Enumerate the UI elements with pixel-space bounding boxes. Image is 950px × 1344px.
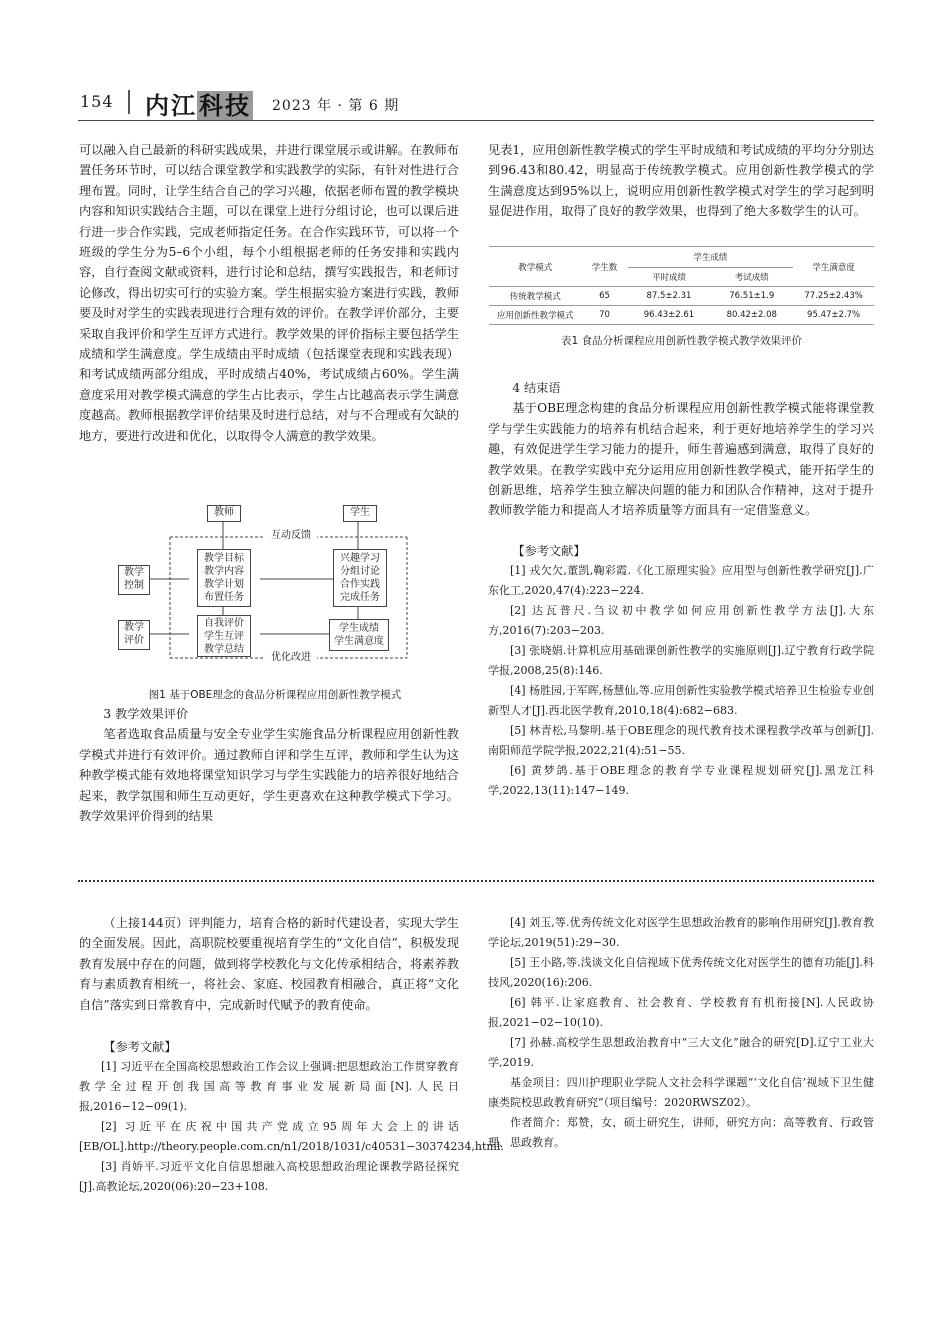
objectives-box: 教学目标 教学内容 教学计划 布置任务 bbox=[197, 549, 251, 607]
left-column-bottom bbox=[79, 913, 504, 1197]
page-number: 154 bbox=[80, 92, 114, 111]
table-caption: 表1 食品分析课程应用创新性教学模式教学效果评价 bbox=[560, 335, 803, 347]
cell-mode: 应用创新性教学模式 bbox=[489, 306, 581, 325]
cell-exam: 80.42±2.08 bbox=[710, 306, 793, 325]
cell-exam: 76.51±1.9 bbox=[710, 287, 793, 306]
th-mode: 教学模式 bbox=[489, 247, 581, 287]
student-box: 学生 bbox=[343, 505, 377, 522]
interest-box: 兴趣学习 分组讨论 合作实践 完成任务 bbox=[333, 549, 387, 607]
reference-item: [3] 肖娇平.习近平文化自信思想融入高校思想政治理论课教学路径探究[J].高教论坛,2020(06):20−23+108. bbox=[79, 1160, 459, 1194]
article-separator bbox=[78, 880, 874, 882]
reference-item: [5] 林青松,马黎明.基于OBE理念的现代教育技术课程教学改革与创新[J].南阳师范学院学报,2022,21(4):51−55. bbox=[488, 724, 874, 758]
reference-item: [4] 刘玉,等.优秀传统文化对医学生思想政治教育的影响作用研究[J].教育教学论坛,2019(51):29−30. bbox=[488, 916, 874, 949]
paragraph: 可以融入自己最新的科研实践成果，并进行课堂展示或讲解。在教师布置任务环节时，可以结合课堂教学和实践教学的实际，有针对性进行合理布置。同时，让学生结合自己的学习兴趣，依据老师布置的教学模块内容和知识实践结合主题，可以在课堂上进行分组讨论，也可以课后进行进一步合作实践，完成老师指定任务。在合作实践环节，可以将一个班级的学生分为5–6个小组，每个小组根据老师的任务安排和实践内容，自行查阅文献或资料，进行讨论和总结，撰写实践报告，和老师讨论修改，得出切实可行的实验方案。学生根据实验方案进行实践，教师要及时对学生的实践表现进行合理有效的评价。在教学评价部分，主要采取自我评价和学生互评方式进行。教学效果的评价指标主要包括学生成绩和学生满意度。学生成绩由平时成绩（包括课堂表现和实践表现）和考试成绩两部分组成，平时成绩占40%，考试成绩占60%。学生满意度采用对教学模式满意的学生占比表示，学生占比越高表示学生满意度越高。教师根据教学评价结果及时进行总结，对与不合理或有欠缺的地方，要进行改进和优化，以取得令人满意的教学效果。 bbox=[79, 143, 459, 443]
references-heading: 【参考文献】 bbox=[512, 543, 586, 558]
grades-box: 学生成绩 学生满意度 bbox=[329, 619, 389, 651]
right-column-body bbox=[488, 378, 874, 801]
table-row bbox=[489, 287, 874, 306]
cell-usual: 87.5±2.31 bbox=[628, 287, 711, 306]
figure-caption: 图1 基于OBE理念的食品分析课程应用创新性教学模式 bbox=[148, 689, 402, 701]
section-3 bbox=[79, 704, 459, 826]
author-note: 作者简介：郑赞，女，硕士研究生，讲师，研究方向：高等教育、行政管理、思政教育。 bbox=[488, 1116, 874, 1149]
reference-item: [2] 习近平在庆祝中国共产党成立95周年大会上的讲话[EB/OL].http://theory.people.com.cn/n1/2018/1031/c40531−30374234,html. bbox=[79, 1120, 504, 1154]
right-column-bottom bbox=[488, 913, 874, 1153]
section-4-title: 4 结束语 bbox=[512, 381, 561, 395]
table-row bbox=[489, 306, 874, 325]
th-usual: 平时成绩 bbox=[628, 268, 711, 287]
optimize-label: 优化改进 bbox=[265, 651, 317, 667]
left-column-top bbox=[79, 140, 459, 446]
references-heading: 【参考文献】 bbox=[103, 1040, 177, 1055]
evaluation-box: 教学 评价 bbox=[118, 620, 150, 650]
cell-count: 70 bbox=[581, 306, 627, 325]
cell-mode: 传统教学模式 bbox=[489, 287, 581, 306]
th-count: 学生数 bbox=[581, 247, 627, 287]
teacher-box: 教师 bbox=[207, 505, 241, 522]
reference-item: [6] 韩平.让家庭教育、社会教育、学校教育有机衔接[N].人民政协报,2021−02−10(10). bbox=[488, 996, 874, 1029]
section-3-title: 3 教学效果评价 bbox=[103, 707, 189, 721]
th-satisfaction: 学生满意度 bbox=[793, 247, 874, 287]
feedback-label: 互动反馈 bbox=[265, 529, 317, 545]
reference-item: [1] 习近平在全国高校思想政治工作会议上强调:把思想政治工作贯穿教育教学全过程开创我国高等教育事业发展新局面[N].人民日报,2016−12−09(1). bbox=[79, 1060, 459, 1114]
journal-name-b: 科技 bbox=[199, 91, 251, 120]
cell-usual: 96.43±2.61 bbox=[628, 306, 711, 325]
section-3-text: 笔者选取食品质量与安全专业学生实施食品分析课程应用创新性教学模式并进行有效评价。通过教师自评和学生互评，教师和学生认为这种教学模式能有效地将课堂知识学习与学生实践能力的培养很好地结合起来，教学氛围和师生互动更好，学生更喜欢在这种教学模式下学习。教学效果评价得到的结果 bbox=[79, 727, 459, 824]
journal-logo bbox=[145, 86, 253, 121]
reference-item: [2] 达瓦普尺.刍议初中教学如何应用创新性教学方法[J].大东方,2016(7):203−203. bbox=[488, 604, 874, 638]
self-eval-box: 自我评价 学生互评 教学总结 bbox=[197, 615, 251, 657]
th-grades: 学生成绩 bbox=[628, 247, 794, 268]
paragraph: 见表1，应用创新性教学模式的学生平时成绩和考试成绩的平均分分别达到96.43和80.42，明显高于传统教学模式。应用创新性教学模式的学生满意度达到95%以上，说明应用创新性教学模式对学生的学习起到明显促进作用，取得了良好的教学效果，也得到了绝大多数学生的认可。 bbox=[488, 143, 874, 219]
reference-item: [5] 王小路,等.浅谈文化自信视域下优秀传统文化对医学生的德育功能[J].科技风,2020(16):206. bbox=[488, 956, 874, 989]
header-divider bbox=[128, 90, 130, 114]
header-rule bbox=[78, 120, 874, 121]
th-exam: 考试成绩 bbox=[710, 268, 793, 287]
fund-note: 基金项目：四川护理职业学院人文社会科学课题“‘文化自信’视域下卫生健康类院校思政教育研究”（项目编号：2020RWSZ02）。 bbox=[488, 1076, 874, 1109]
paragraph: （上接144页）评判能力，培育合格的新时代建设者，实现大学生的全面发展。因此，高职院校要重视培育学生的“文化自信”，积极发现教育发展中存在的问题，做到将学校教化与文化传承相结合，将素养教育与素质教育相统一，将社会、家庭、校园教育相融合，真正将“文化自信”落实到日常教育中，完成新时代赋予的教育使命。 bbox=[79, 916, 459, 1012]
reference-item: [4] 杨胜园,于军晖,杨慧仙,等.应用创新性实验教学模式培养卫生检验专业创新型人才[J].西北医学教育,2010,18(4):682−683. bbox=[488, 684, 874, 718]
section-4-text: 基于OBE理念构建的食品分析课程应用创新性教学模式能将课堂教学与学生实践能力的培养有机结合起来，利于更好地培养学生的学习兴趣，有效促进学生学习能力的提升，师生普遍感到满意，取得了良好的教学效果。在教学实践中充分运用应用创新性教学模式，能开拓学生的创新思维，培养学生独立解决问题的能力和团队合作精神，这对于提升教师教学能力和提高人才培养质量等方面具有一定借鉴意义。 bbox=[488, 401, 874, 518]
cell-satisfaction: 77.25±2.43% bbox=[793, 287, 874, 306]
reference-item: [1] 戎欠欠,董凯,鞠彩霞.《化工原理实验》应用型与创新性教学研究[J].广东化工,2020,47(4):223−224. bbox=[488, 564, 874, 598]
figure-diagram bbox=[115, 503, 425, 673]
reference-item: [6] 黄梦鸽.基于OBE理念的教育学专业课程规划研究[J].黑龙江科学,2022,13(11):147−149. bbox=[488, 764, 874, 798]
issue-label: 2023 年 · 第 6 期 bbox=[272, 98, 400, 114]
right-column-top bbox=[488, 140, 874, 222]
control-box: 教学 控制 bbox=[118, 565, 150, 595]
results-table bbox=[489, 246, 874, 325]
reference-item: [3] 张晓娟.计算机应用基础课创新性教学的实施原则[J].辽宁教育行政学院学报,2008,25(8):146. bbox=[488, 644, 874, 678]
reference-item: [7] 孙赫.高校学生思想政治教育中“三大文化”融合的研究[D].辽宁工业大学,2019. bbox=[488, 1036, 874, 1069]
cell-satisfaction: 95.47±2.7% bbox=[793, 306, 874, 325]
cell-count: 65 bbox=[581, 287, 627, 306]
journal-name-a: 内江 bbox=[145, 91, 197, 120]
